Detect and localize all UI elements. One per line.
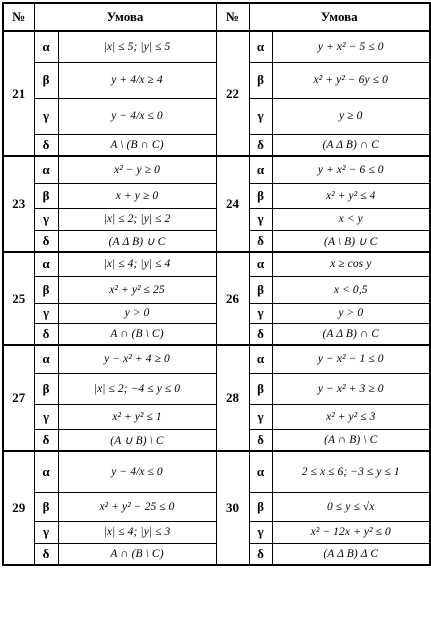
condition-cell: 0 ≤ y ≤ √x — [272, 492, 430, 521]
condition-column-header-right: Умова — [249, 3, 430, 31]
condition-cell: x ≥ cos y — [272, 252, 430, 276]
variant-number: 30 — [216, 451, 249, 565]
table-row — [3, 451, 430, 492]
variant-number: 28 — [216, 345, 249, 451]
set-symbol: γ — [249, 404, 272, 429]
table-row — [3, 156, 430, 183]
condition-cell: |x| ≤ 4; |y| ≤ 4 — [58, 252, 216, 276]
set-symbol: δ — [34, 543, 58, 565]
variant-number: 24 — [216, 156, 249, 252]
set-symbol: α — [34, 451, 58, 492]
condition-cell: y > 0 — [58, 303, 216, 323]
set-symbol: β — [34, 492, 58, 521]
set-symbol: α — [34, 156, 58, 183]
variants-table — [2, 2, 431, 566]
set-symbol: δ — [249, 230, 272, 252]
set-symbol: γ — [34, 404, 58, 429]
set-symbol: δ — [249, 543, 272, 565]
set-symbol: β — [249, 492, 272, 521]
condition-cell: 2 ≤ x ≤ 6; −3 ≤ y ≤ 1 — [272, 451, 430, 492]
condition-cell: y − x² − 1 ≤ 0 — [272, 345, 430, 373]
condition-cell: x² + y² ≤ 3 — [272, 404, 430, 429]
set-symbol: δ — [249, 429, 272, 451]
condition-cell: y − x² + 3 ≥ 0 — [272, 373, 430, 404]
condition-cell: x² + y² ≤ 4 — [272, 183, 430, 208]
set-symbol: γ — [34, 208, 58, 230]
table-row — [3, 31, 430, 62]
set-symbol: α — [34, 252, 58, 276]
condition-cell: A ∩ (B \ C) — [58, 543, 216, 565]
condition-cell: |x| ≤ 2; −4 ≤ y ≤ 0 — [58, 373, 216, 404]
set-symbol: α — [34, 31, 58, 62]
condition-cell: (A ∩ B) \ C — [272, 429, 430, 451]
condition-cell: x + y ≥ 0 — [58, 183, 216, 208]
variant-number: 23 — [3, 156, 34, 252]
set-symbol: β — [249, 373, 272, 404]
set-symbol: γ — [34, 521, 58, 543]
condition-cell: y ≥ 0 — [272, 98, 430, 134]
set-symbol: α — [249, 252, 272, 276]
set-symbol: γ — [249, 98, 272, 134]
condition-cell: A ∩ (B \ C) — [58, 323, 216, 345]
set-symbol: α — [34, 345, 58, 373]
condition-cell: y + x² − 6 ≤ 0 — [272, 156, 430, 183]
set-symbol: δ — [34, 323, 58, 345]
set-symbol: α — [249, 31, 272, 62]
set-symbol: γ — [34, 98, 58, 134]
condition-cell: y − x² + 4 ≥ 0 — [58, 345, 216, 373]
table-header-row — [3, 3, 430, 31]
set-symbol: δ — [34, 230, 58, 252]
variant-number: 22 — [216, 31, 249, 156]
condition-cell: x² + y² ≤ 1 — [58, 404, 216, 429]
set-symbol: γ — [34, 303, 58, 323]
condition-cell: (A ∪ B) \ C — [58, 429, 216, 451]
set-symbol: γ — [249, 208, 272, 230]
condition-cell: x² − y ≥ 0 — [58, 156, 216, 183]
set-symbol: α — [249, 451, 272, 492]
set-symbol: β — [34, 276, 58, 303]
condition-cell: (A Δ B) ∩ C — [272, 134, 430, 156]
set-symbol: β — [34, 183, 58, 208]
variant-number: 21 — [3, 31, 34, 156]
num-column-header-left: № — [3, 3, 34, 31]
condition-cell: |x| ≤ 4; |y| ≤ 3 — [58, 521, 216, 543]
condition-cell: x² + y² − 6y ≤ 0 — [272, 62, 430, 98]
condition-cell: y + x² − 5 ≤ 0 — [272, 31, 430, 62]
variant-number: 27 — [3, 345, 34, 451]
set-symbol: δ — [249, 134, 272, 156]
condition-cell: (A \ B) ∪ C — [272, 230, 430, 252]
set-symbol: δ — [34, 429, 58, 451]
condition-cell: (A Δ B) ∩ C — [272, 323, 430, 345]
condition-cell: y + 4/x ≥ 4 — [58, 62, 216, 98]
set-symbol: β — [249, 183, 272, 208]
condition-cell: y − 4/x ≤ 0 — [58, 98, 216, 134]
condition-cell: A \ (B ∩ C) — [58, 134, 216, 156]
condition-column-header-left: Умова — [34, 3, 216, 31]
condition-cell: (A Δ B) Δ C — [272, 543, 430, 565]
variant-number: 26 — [216, 252, 249, 345]
condition-cell: x² + y² − 25 ≤ 0 — [58, 492, 216, 521]
variant-number: 29 — [3, 451, 34, 565]
set-symbol: δ — [249, 323, 272, 345]
condition-cell: y − 4/x ≤ 0 — [58, 451, 216, 492]
table-body — [3, 31, 430, 565]
condition-cell: x < y — [272, 208, 430, 230]
set-symbol: α — [249, 345, 272, 373]
set-symbol: β — [34, 373, 58, 404]
variant-number: 25 — [3, 252, 34, 345]
table-row — [3, 345, 430, 373]
condition-cell: x² + y² ≤ 25 — [58, 276, 216, 303]
set-symbol: α — [249, 156, 272, 183]
set-symbol: β — [249, 276, 272, 303]
set-symbol: β — [34, 62, 58, 98]
condition-cell: y > 0 — [272, 303, 430, 323]
condition-cell: |x| ≤ 5; |y| ≤ 5 — [58, 31, 216, 62]
set-symbol: γ — [249, 303, 272, 323]
set-symbol: β — [249, 62, 272, 98]
condition-cell: x < 0,5 — [272, 276, 430, 303]
condition-cell: (A Δ B) ∪ C — [58, 230, 216, 252]
table-row — [3, 252, 430, 276]
condition-cell: |x| ≤ 2; |y| ≤ 2 — [58, 208, 216, 230]
num-column-header-right: № — [216, 3, 249, 31]
condition-cell: x² − 12x + y² ≤ 0 — [272, 521, 430, 543]
set-symbol: δ — [34, 134, 58, 156]
set-symbol: γ — [249, 521, 272, 543]
